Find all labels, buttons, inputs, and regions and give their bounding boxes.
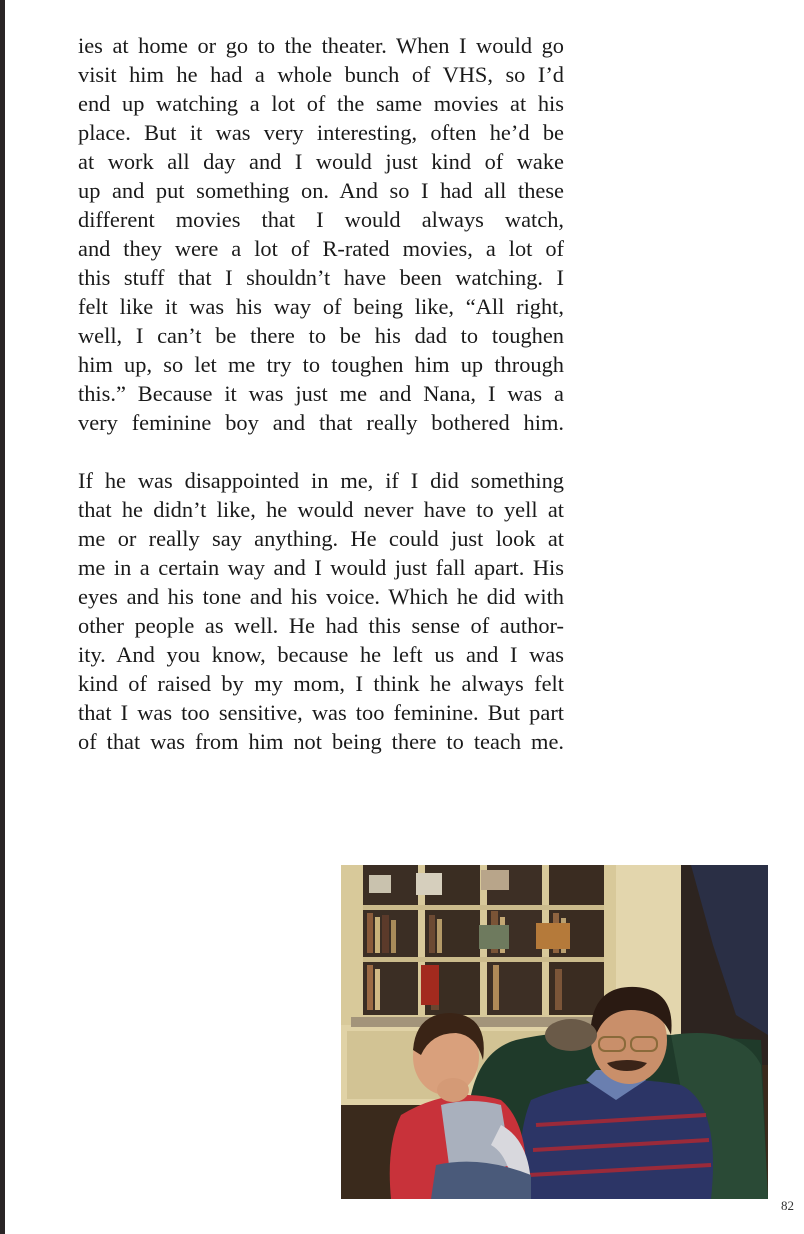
paragraph-1-line: at work all day and I would just kind of wake (78, 149, 564, 174)
paragraph-1-line: this.” Because it was just me and Nana, I was a (78, 381, 564, 406)
paragraph-1-line: ies at home or go to the theater. When I would go (78, 33, 564, 58)
paragraph-1-line: up and put something on. And so I had all these (78, 178, 564, 203)
page-number: 82 (781, 1198, 794, 1213)
paragraph-1-line: end up watching a lot of the same movies at his (78, 91, 564, 116)
paragraph-1-line: different movies that I would always watch, (78, 207, 564, 232)
body-text (78, 31, 564, 756)
paragraph-2-line: eyes and his tone and his voice. Which he did with (78, 584, 564, 609)
paragraph-1-line: him up, so let me try to toughen him up through (78, 352, 564, 377)
paragraph-2-line: that I was too sensitive, was too feminine. But part (78, 700, 564, 725)
paragraph-2-line: ity. And you know, because he left us and I was (78, 642, 564, 667)
paragraph-1-line: well, I can’t be there to be his dad to toughen (78, 323, 564, 348)
paragraph-1-line: visit him he had a whole bunch of VHS, so I’d (78, 62, 564, 87)
paragraph-1-line: felt like it was his way of being like, “All right, (78, 294, 564, 319)
paragraph-spacer (78, 437, 564, 466)
book-spine-edge (0, 0, 5, 1234)
paragraph-2-line: me in a certain way and I would just fall apart. His (78, 555, 564, 580)
photograph-image (341, 865, 768, 1199)
paragraph-1-line: very feminine boy and that really bothered him. (78, 410, 564, 435)
paragraph-2-line: kind of raised by my mom, I think he always felt (78, 671, 564, 696)
paragraph-2-line: other people as well. He had this sense of author- (78, 613, 564, 638)
paragraph-1-line: and they were a lot of R-rated movies, a lot of (78, 236, 564, 261)
paragraph-1-line: place. But it was very interesting, often he’d be (78, 120, 564, 145)
paragraph-1-line: this stuff that I shouldn’t have been watching. I (78, 265, 564, 290)
paragraph-2-line: of that was from him not being there to teach me. (78, 729, 564, 754)
family-photograph (341, 865, 768, 1199)
paragraph-2-line: that he didn’t like, he would never have to yell at (78, 497, 564, 522)
paragraph-2-line: If he was disappointed in me, if I did something (78, 468, 564, 493)
paragraph-2-line: me or really say anything. He could just look at (78, 526, 564, 551)
